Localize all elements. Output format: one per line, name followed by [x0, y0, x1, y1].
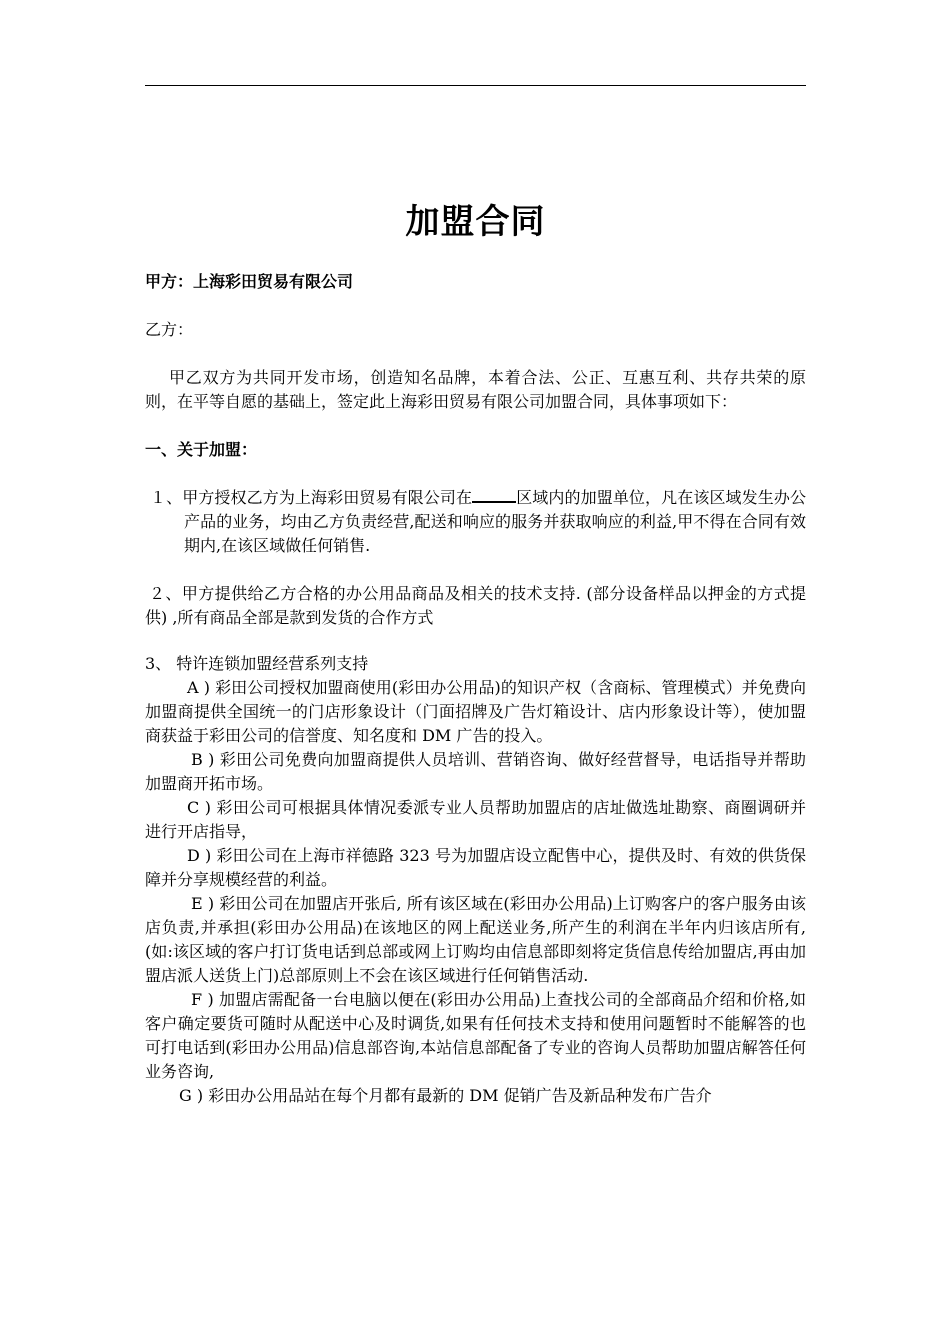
clause-3b: B ) 彩田公司免费向加盟商提供人员培训、营销咨询、做好经营督导，电话指导并帮助加盟商开拓市场。: [145, 750, 806, 793]
header-rule: [145, 85, 806, 86]
clause-3e: E ) 彩田公司在加盟店开张后, 所有该区域在(彩田办公用品)上订购客户的客户服务由该店负责,并承担(彩田办公用品)在该地区的网上配送业务,所产生的利润在半年内归该店所有, (如:该区域的客户打订货电话到总部或网上订购均由信息部即刻将定货信息传给加盟店,再由加盟店派人送货上门)总部原则上不会在该区域进行任何销售活动.: [145, 894, 806, 985]
clause-3-heading: 3、 特许连锁加盟经营系列支持: [145, 654, 369, 673]
clause-3d: D ) 彩田公司在上海市祥德路 323 号为加盟店设立配售中心，提供及时、有效的供货保障并分享规模经营的利益。: [145, 846, 806, 889]
clause-2: ２、甲方提供给乙方合格的办公用品商品及相关的技术支持. (部分设备样品以押金的方式提供) ,所有商品全部是款到发货的合作方式: [145, 584, 806, 627]
contract-body: [145, 194, 806, 1108]
clause-1: [145, 486, 806, 558]
intro-paragraph: 甲乙双方为共同开发市场，创造知名品牌，本着合法、公正、互惠互利、共存共荣的原则，在平等自愿的基础上，签定此上海彩田贸易有限公司加盟合同，具体事项如下：: [145, 368, 806, 411]
party-b-line: 乙方：: [145, 320, 194, 339]
party-a-line: 甲方：上海彩田贸易有限公司: [145, 272, 354, 291]
contract-title: 加盟合同: [405, 202, 546, 242]
section-1-heading: 一、关于加盟：: [145, 440, 258, 459]
clause-3f: F ) 加盟店需配备一台电脑以便在(彩田办公用品)上查找公司的全部商品介绍和价格,如客户确定要货可随时从配送中心及时调货,如果有任何技术支持和使用问题暂时不能解答的也可打电话到(彩田办公用品)信息部咨询,本站信息部配备了专业的咨询人员帮助加盟店解答任何业务咨询,: [145, 990, 806, 1081]
clause-3a: A ) 彩田公司授权加盟商使用(彩田办公用品)的知识产权（含商标、管理模式）并免费向加盟商提供全国统一的门店形象设计（门面招牌及广告灯箱设计、店内形象设计等），使加盟商获益于彩田公司的信誉度、知名度和 DM 广告的投入。: [145, 678, 806, 745]
clause-1-before: １、甲方授权乙方为上海彩田贸易有限公司在: [150, 488, 473, 507]
clause-3c: C ) 彩田公司可根据具体情况委派专业人员帮助加盟店的店址做选址勘察、商圈调研并进行开店指导，: [145, 798, 806, 841]
clause-3g: G ) 彩田办公用品站在每个月都有最新的 DM 促销广告及新品种发布广告介: [179, 1086, 712, 1105]
clause-1-after: 区域内的加盟单位，凡在该区域发生办公产品的业务，均由乙方负责经营,配送和响应的服务并获取响应的利益,甲不得在合同有效期内,在该区域做任何销售.: [184, 488, 806, 555]
region-blank: [472, 487, 516, 503]
